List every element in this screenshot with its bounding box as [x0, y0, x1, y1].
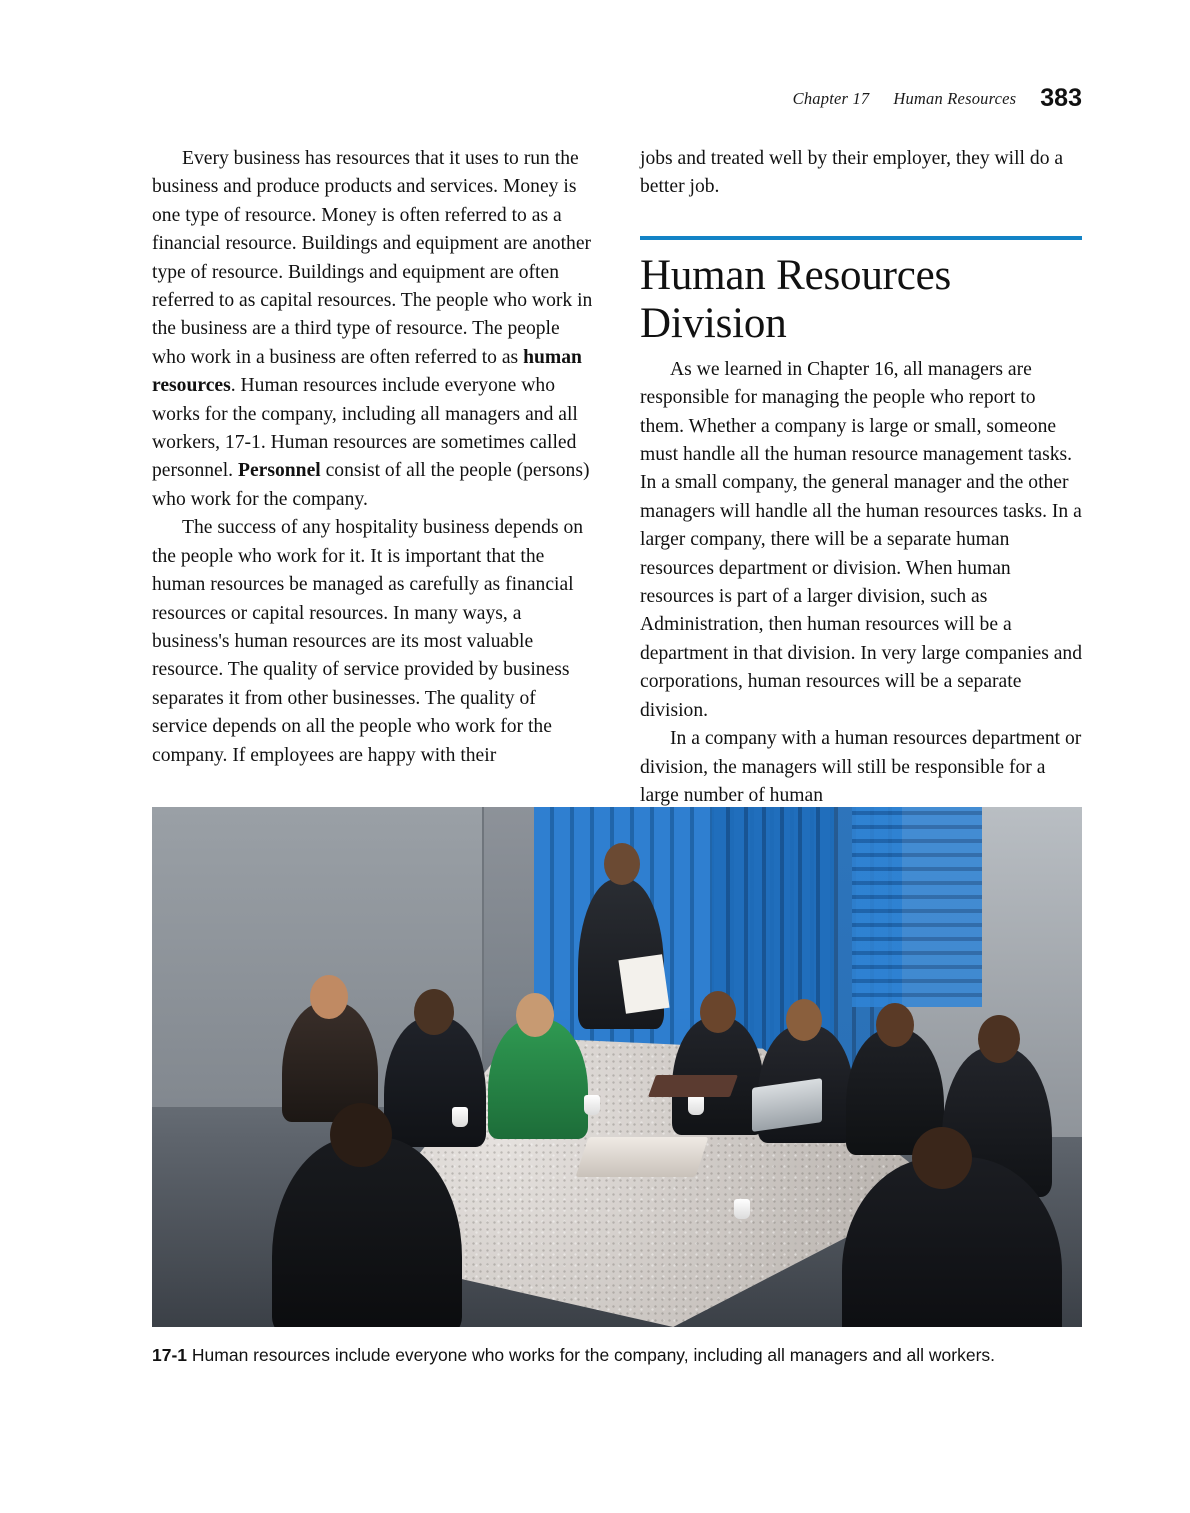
- person-seated-left-1-head: [310, 975, 348, 1019]
- paragraph-text-continued: . Human resources include everyone who works for the company, including all managers and all workers, 17-1. Human resources are sometimes called personnel.: [152, 375, 578, 482]
- term-human-resources: human resources: [152, 346, 582, 397]
- person-foreground-left-head: [330, 1103, 392, 1167]
- person-seated-right-1-head: [700, 991, 736, 1033]
- paragraph-success-of-business: The success of any hospitality business depends on the people who work for it. It is important that the human resources be managed as carefully as financial resources or capital resources. In many ways, a business's human resources are its most valuable resource. The quality of service provided by business separates it from other businesses. The quality of service depends on all the people who work for the company. If employees are happy with their: [152, 517, 584, 766]
- figure-17-1: [152, 807, 1082, 1367]
- paragraph-managers-responsible: As we learned in Chapter 16, all managers are responsible for managing the people who report to them. Whether a company is large or small, someone must handle all the human resource management tasks. In a small company, the general manager and the other managers will handle all the human resources tasks. In a larger company, there will be a separate human resources department or division. When human resources is part of a larger division, such as Administration, then human resources will be a department in that division. In very large companies and corporations, human resources will be a separate division.: [640, 358, 1083, 721]
- coffee-cup-4: [734, 1199, 750, 1219]
- right-column: [640, 145, 1082, 810]
- coffee-cup-2: [584, 1095, 600, 1115]
- paragraph-hr-department: In a company with a human resources department or division, the managers will still be responsible for a large number of human: [640, 728, 1082, 806]
- term-personnel: Personnel: [237, 460, 321, 482]
- conference-room-photo: [152, 807, 1082, 1327]
- left-column: [152, 145, 594, 810]
- paragraph-text: Every business has resources that it uses to run the business and produce products and services. Money is one type of resource. Money is often referred to as a financial resource. Buildings and equipment are another type of resource. Buildings and equipment are often referred to as capital resources. The people who work in the business are a third type of resource. The people who work in a business are often referred to as: [152, 148, 593, 368]
- person-seated-left-3-head: [516, 993, 554, 1037]
- window-skyline-far-right: [852, 807, 982, 1007]
- figure-caption: [152, 1343, 1082, 1367]
- beverage-tray: [576, 1137, 709, 1177]
- running-head-title: Human Resources: [893, 89, 1017, 108]
- body-columns: [152, 145, 1082, 810]
- person-foreground-right-head: [912, 1127, 972, 1189]
- figure-caption-text: Human resources include everyone who works for the company, including all managers and all workers.: [191, 1345, 996, 1365]
- person-seated-left-2-head: [414, 989, 454, 1035]
- person-seated-left-2-body: [384, 1017, 486, 1147]
- person-seated-left-3-body: [488, 1019, 588, 1139]
- person-seated-right-3-head: [876, 1003, 914, 1047]
- presenter-document: [618, 954, 669, 1014]
- coffee-cup-3: [688, 1095, 704, 1115]
- running-head-chapter: Chapter 17: [792, 89, 870, 108]
- paragraph-carryover: jobs and treated well by their employer, they will do a better job.: [640, 148, 1064, 198]
- person-seated-right-2-head: [786, 999, 822, 1041]
- person-standing-presenter-head: [604, 843, 640, 885]
- paragraph-resources-intro: [152, 145, 594, 514]
- paragraph-text-end: consist of all the people (persons) who work for the company.: [152, 460, 590, 510]
- section-divider-rule: [640, 236, 1082, 240]
- coffee-cup-1: [452, 1107, 468, 1127]
- leather-folder: [648, 1075, 738, 1097]
- figure-number: 17-1: [152, 1345, 188, 1365]
- running-head: [792, 84, 1082, 112]
- page-number: 383: [1040, 84, 1082, 112]
- section-heading: Human Resources Division: [640, 251, 952, 347]
- person-seated-right-4-head: [978, 1015, 1020, 1063]
